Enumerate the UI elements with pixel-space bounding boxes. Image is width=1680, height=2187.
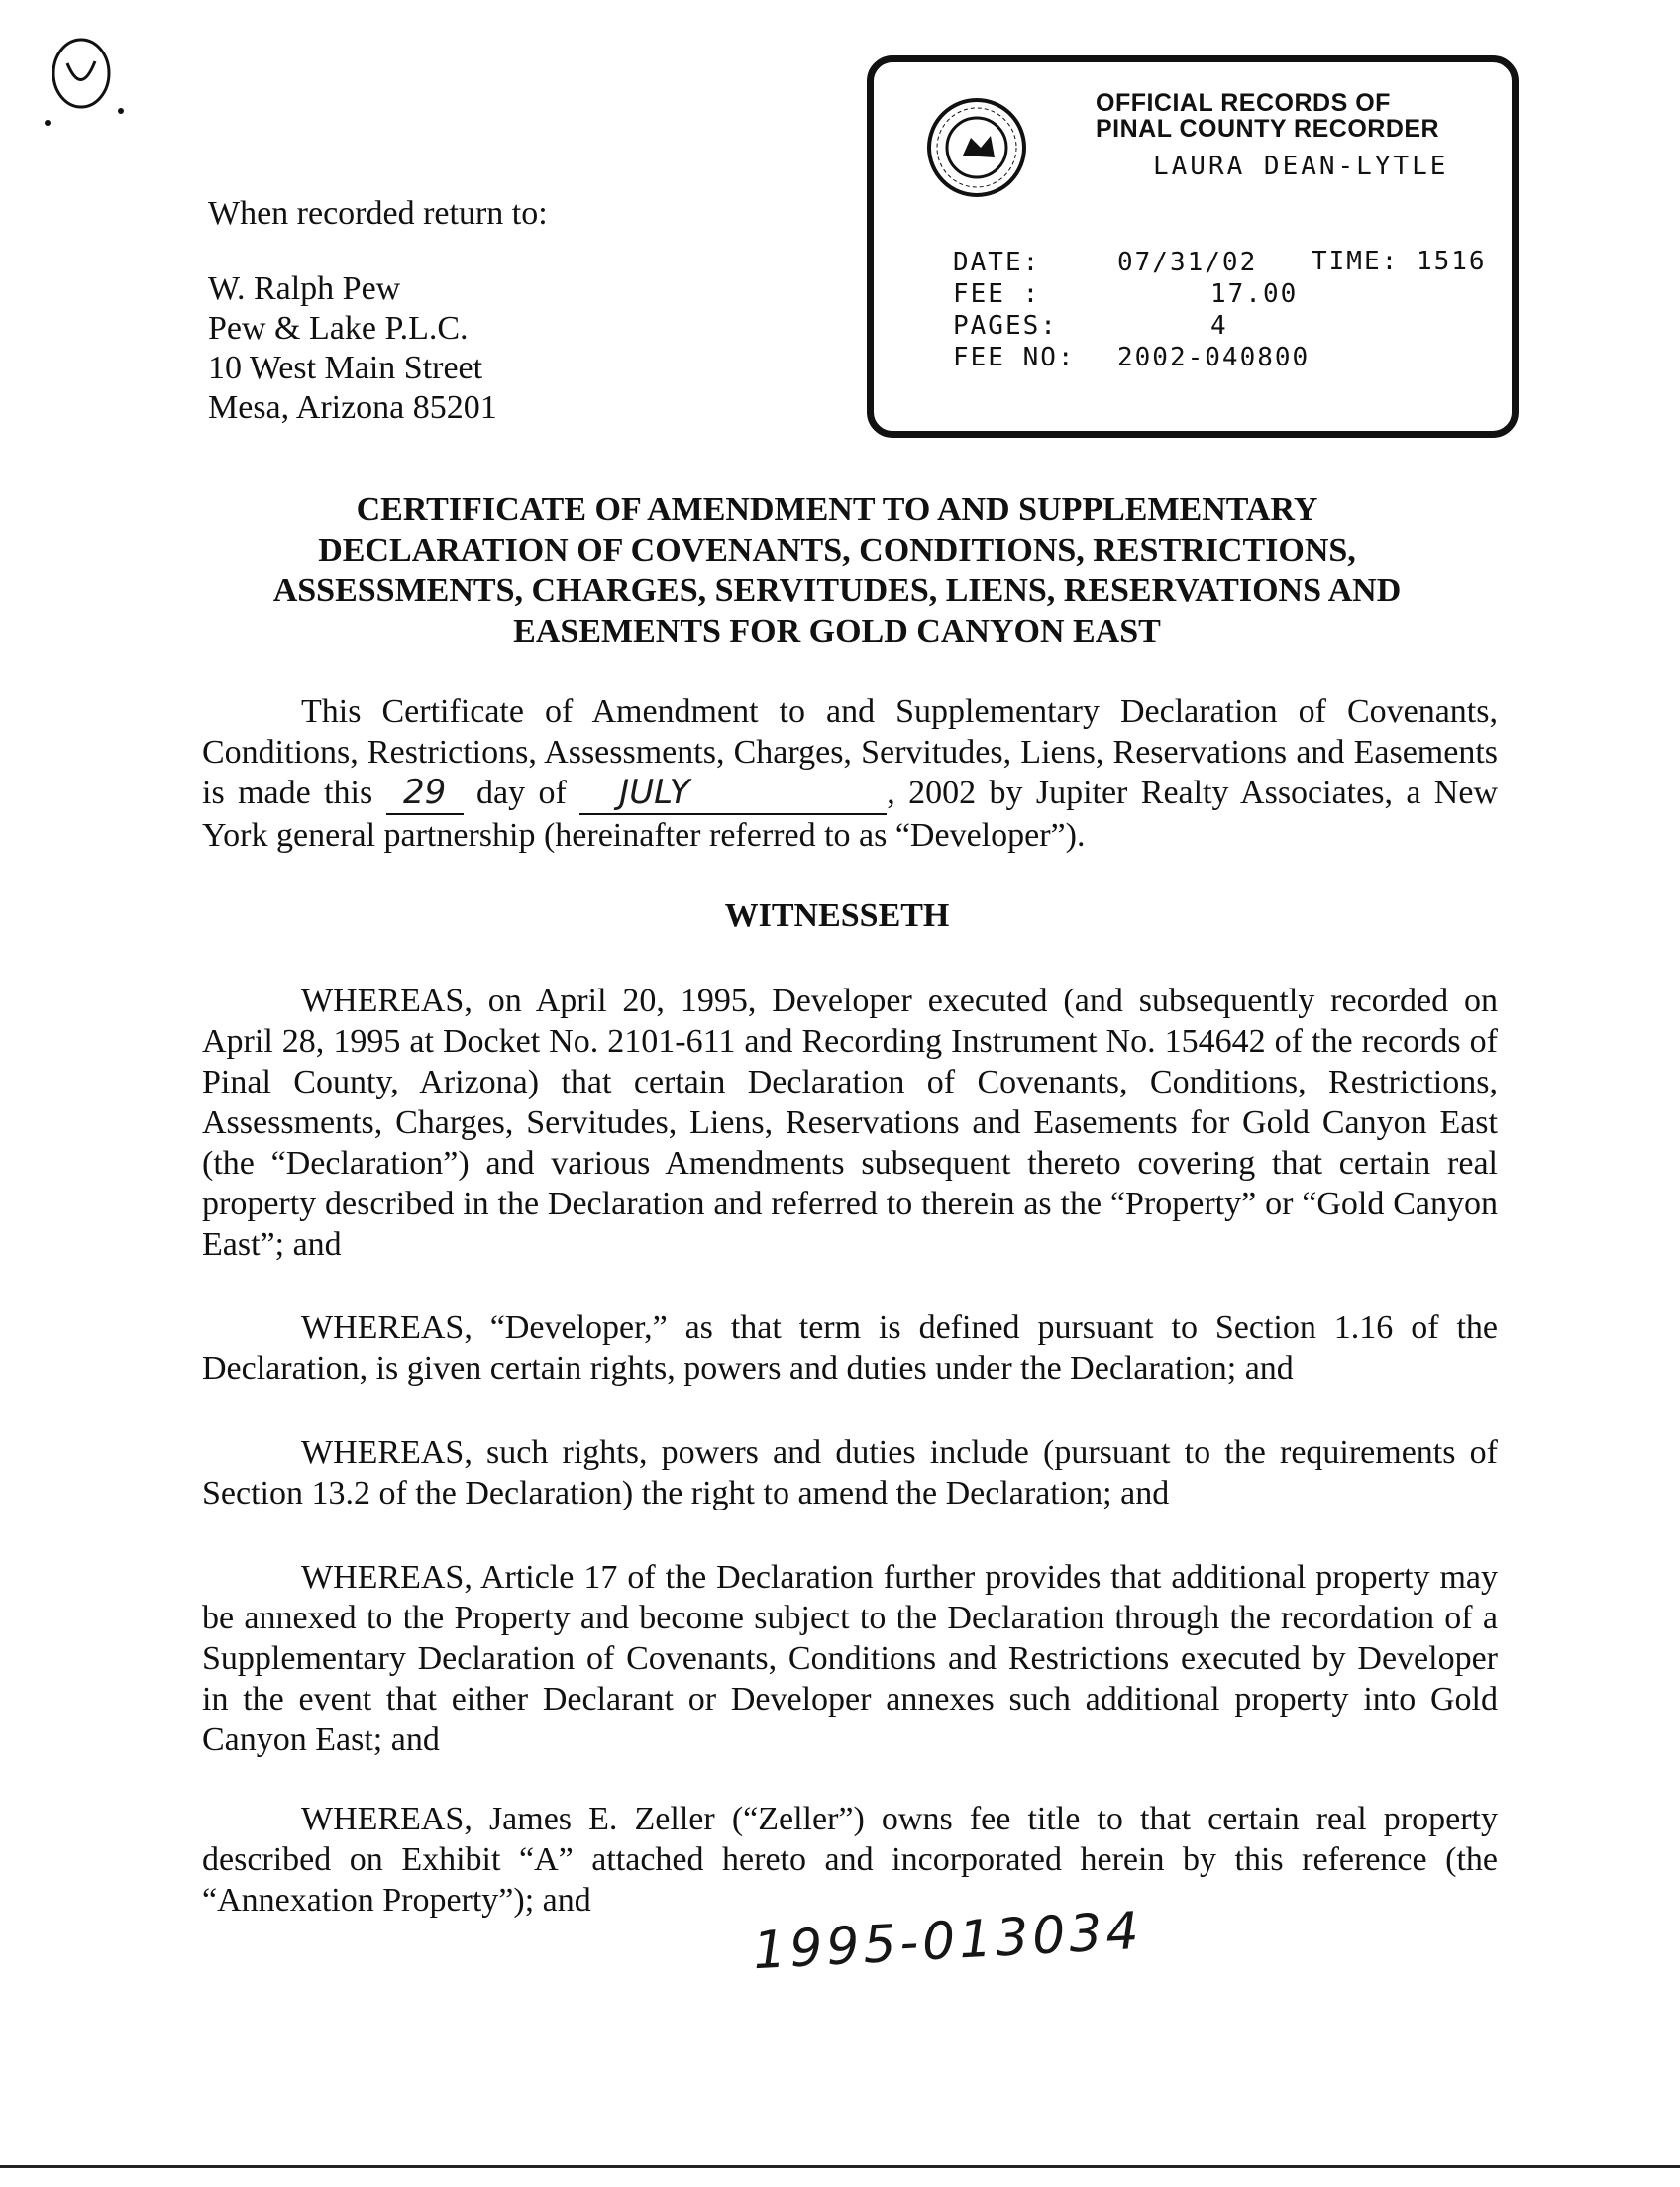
handwritten-day: 29 [386,773,464,815]
stamp-pages-label: PAGES: [953,311,1058,341]
stamp-fee-value: 17.00 [1210,279,1299,309]
handwritten-circle-mark-icon [38,28,127,137]
stamp-date-row [953,247,1310,278]
stamp-time [1312,247,1487,276]
whereas-text: WHEREAS, Article 17 of the Declaration further provides that additional property may be annexed to the Property and become subject to the Declaration through the recordation of a Supplementary Declaration of Covenants, Conditions and Restrictions executed by Developer in the event that either Declarant or Developer annexes such additional property into Gold Canyon East; and [202,1559,1498,1758]
whereas-text: WHEREAS, such rights, powers and duties include (pursuant to the requirements of Section 13.2 of the Declaration) the right to amend the Declaration; and [202,1434,1498,1511]
whereas-paragraph [202,1799,1498,1921]
stamp-date-label: DATE: [953,248,1041,277]
stamp-pages-row [953,310,1310,342]
intro-paragraph [202,691,1498,856]
stamp-fee-no-row [953,342,1310,373]
document-title [198,489,1476,652]
stamp-fee-label: FEE : [953,279,1041,309]
intro-part3: , 2002 by Jupiter Realty Associates, a New York general partnership (hereinafter referred to as “Developer”). [202,775,1499,854]
stamp-rows [953,247,1310,373]
footer-rule [0,2165,1680,2168]
office-line: OFFICIAL RECORDS OF [1096,89,1391,117]
whereas-paragraph [202,981,1498,1265]
title-line: EASEMENTS FOR GOLD CANYON EAST [513,613,1161,650]
whereas-paragraph [202,1307,1498,1389]
stamp-fee-no-label: FEE NO: [953,343,1076,372]
recorder-name: LAURA DEAN-LYTLE [1153,152,1449,181]
return-to-label: When recorded return to: [208,195,548,232]
office-line: PINAL COUNTY RECORDER [1096,115,1440,143]
stamp-time-label: TIME: [1312,247,1400,276]
stamp-time-value: 1516 [1416,247,1487,276]
intro-part2: day of [475,775,567,811]
title-line: CERTIFICATE OF AMENDMENT TO AND SUPPLEMENTARY [356,491,1318,528]
return-to-line: W. Ralph Pew [208,270,401,307]
intro-text [202,691,1498,856]
stamp-date-value: 07/31/02 [1117,248,1258,277]
return-to-line: Mesa, Arizona 85201 [208,389,497,426]
stamp-fee-row [953,278,1310,310]
stamp-pages-value: 4 [1210,311,1228,341]
whereas-text: WHEREAS, “Developer,” as that term is defined pursuant to Section 1.16 of the Declaration, is given certain rights, powers and duties under the Declaration; and [202,1309,1498,1387]
stamp-fee-no-value: 2002-040800 [1117,343,1311,372]
return-to-block [208,194,548,428]
recorder-stamp [867,55,1519,438]
return-to-line: 10 West Main Street [208,350,483,386]
intro-part1: This Certificate of Amendment to and Supplementary Declaration of Covenants, Conditions, Restrictions, Assessments, Charges, Servitudes, Liens, Reservations and Easements is made this [202,693,1498,811]
whereas-paragraph [202,1432,1498,1513]
handwritten-month: JULY [579,773,887,815]
handwritten-instrument-number: 1995-013034 [751,1901,1144,1982]
whereas-text: WHEREAS, on April 20, 1995, Developer executed (and subsequently recorded on April 28, 1995 at Docket No. 2101-611 and Recording Instrument No. 154642 of the records of Pinal County, Arizona) that certain Declaration of Covenants, Conditions, Restrictions, Assessments, Charges, Servitudes, Liens, Reservations and Easements for Gold Canyon East (the “Declaration”) and various Amendments subsequent thereto covering that certain real property described in the Declaration and referred to therein as the “Property” or “Gold Canyon East”; and [202,983,1498,1263]
title-line: ASSESSMENTS, CHARGES, SERVITUDES, LIENS, RESERVATIONS AND [272,573,1402,609]
title-line: DECLARATION OF COVENANTS, CONDITIONS, RESTRICTIONS, [318,532,1356,569]
whereas-paragraph [202,1557,1498,1760]
recorder-office [1096,90,1439,142]
whereas-text: WHEREAS, James E. Zeller (“Zeller”) owns fee title to that certain real property described on Exhibit “A” attached hereto and incorporated herein by this reference (the “Annexation Property”); and [202,1801,1498,1919]
return-to-line: Pew & Lake P.L.C. [208,310,469,347]
witnesseth-heading: WITNESSETH [724,897,950,934]
county-seal-icon [925,96,1028,199]
